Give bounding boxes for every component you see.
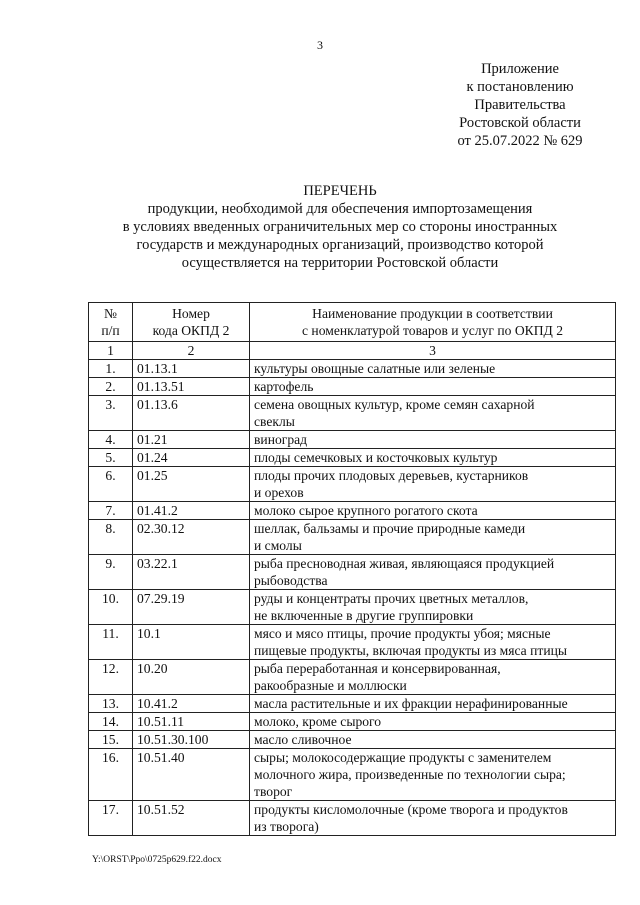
product-name-line: плоды прочих плодовых деревьев, кустарников	[254, 468, 529, 483]
product-name-line: руды и концентраты прочих цветных металлов,	[254, 591, 529, 606]
product-name-line: рыба пресноводная живая, являющаяся продукцией	[254, 556, 555, 571]
okpd-code: 01.25	[133, 467, 250, 502]
product-name	[250, 431, 616, 449]
table-row	[89, 360, 616, 378]
table-row	[89, 449, 616, 467]
appendix-line: Приложение	[481, 61, 559, 77]
product-name-line: масла растительные и их фракции нерафинированные	[254, 696, 568, 711]
header-text: Номер	[172, 306, 210, 321]
appendix-line: от 25.07.2022 № 629	[457, 133, 583, 149]
okpd-code: 01.13.1	[133, 360, 250, 378]
product-name	[250, 713, 616, 731]
product-name-line: молочного жира, произведенные по технологии сыра;	[254, 767, 566, 782]
header-text: с номенклатурой товаров и услуг по ОКПД 2	[302, 323, 563, 338]
okpd-code: 10.51.30.100	[133, 731, 250, 749]
appendix-line: к постановлению	[466, 79, 574, 95]
product-name	[250, 555, 616, 590]
header-text: №	[104, 306, 117, 321]
column-index: 1	[89, 342, 133, 360]
okpd-code: 01.21	[133, 431, 250, 449]
row-number: 9.	[89, 555, 133, 590]
product-name	[250, 731, 616, 749]
product-name-line: шеллак, бальзамы и прочие природные камеди	[254, 521, 526, 536]
row-number: 4.	[89, 431, 133, 449]
product-name	[250, 590, 616, 625]
row-number: 17.	[89, 801, 133, 836]
column-index: 3	[250, 342, 616, 360]
column-index-row	[89, 342, 616, 360]
row-number: 12.	[89, 660, 133, 695]
okpd-code: 01.24	[133, 449, 250, 467]
product-name-line: картофель	[254, 379, 314, 394]
product-name-line: плоды семечковых и косточковых культур	[254, 450, 498, 465]
row-number: 8.	[89, 520, 133, 555]
row-number: 7.	[89, 502, 133, 520]
table-header-row	[89, 303, 616, 342]
row-number: 14.	[89, 713, 133, 731]
header-code	[133, 303, 250, 342]
header-text: п/п	[101, 323, 120, 338]
product-name	[250, 449, 616, 467]
row-number: 1.	[89, 360, 133, 378]
products-table	[88, 302, 616, 836]
row-number: 5.	[89, 449, 133, 467]
row-number: 3.	[89, 396, 133, 431]
heading-line: продукции, необходимой для обеспечения импортозамещения	[147, 201, 533, 217]
okpd-code: 03.22.1	[133, 555, 250, 590]
table-row	[89, 731, 616, 749]
product-name-line: не включенные в другие группировки	[254, 608, 474, 623]
header-name	[250, 303, 616, 342]
row-number: 13.	[89, 695, 133, 713]
column-index: 2	[133, 342, 250, 360]
product-name	[250, 801, 616, 836]
table-row	[89, 801, 616, 836]
okpd-code: 10.51.11	[133, 713, 250, 731]
product-name-line: рыба переработанная и консервированная,	[254, 661, 501, 676]
table-row	[89, 625, 616, 660]
product-name-line: пищевые продукты, включая продукты из мяса птицы	[254, 643, 568, 658]
table-row	[89, 660, 616, 695]
table-row	[89, 695, 616, 713]
product-name-line: ракообразные и моллюски	[254, 678, 407, 693]
header-text: кода ОКПД 2	[152, 323, 230, 338]
okpd-code: 10.51.52	[133, 801, 250, 836]
row-number: 15.	[89, 731, 133, 749]
appendix-line: Правительства	[474, 97, 566, 113]
product-name-line: рыбоводства	[254, 573, 328, 588]
table-row	[89, 502, 616, 520]
product-name-line: молоко, кроме сырого	[254, 714, 382, 729]
product-name-line: культуры овощные салатные или зеленые	[254, 361, 496, 376]
okpd-code: 10.1	[133, 625, 250, 660]
document-heading	[40, 182, 640, 272]
file-path-footer: Y:\ORST\Ppo\0725p629.f22.docx	[92, 855, 222, 865]
table-row	[89, 467, 616, 502]
row-number: 6.	[89, 467, 133, 502]
heading-line: государств и международных организаций, производство которой	[136, 237, 544, 253]
product-name-line: продукты кисломолочные (кроме творога и продуктов	[254, 802, 568, 817]
okpd-code: 10.41.2	[133, 695, 250, 713]
table-row	[89, 396, 616, 431]
table-row	[89, 520, 616, 555]
product-name-line: сыры; молокосодержащие продукты с заменителем	[254, 750, 552, 765]
table-row	[89, 749, 616, 801]
header-text: Наименование продукции в соответствии	[312, 306, 553, 321]
okpd-code: 01.41.2	[133, 502, 250, 520]
product-name-line: из творога)	[254, 819, 319, 834]
page-number: 3	[317, 38, 323, 52]
product-name-line: молоко сырое крупного рогатого скота	[254, 503, 478, 518]
heading-line: осуществляется на территории Ростовской области	[181, 255, 499, 271]
product-name-line: семена овощных культур, кроме семян сахарной	[254, 397, 535, 412]
product-name	[250, 378, 616, 396]
heading-line: в условиях введенных ограничительных мер со стороны иностранных	[122, 219, 558, 235]
product-name	[250, 749, 616, 801]
product-name-line: свеклы	[254, 414, 295, 429]
product-name	[250, 695, 616, 713]
product-name	[250, 396, 616, 431]
header-number	[89, 303, 133, 342]
okpd-code: 10.20	[133, 660, 250, 695]
okpd-code: 10.51.40	[133, 749, 250, 801]
okpd-code: 01.13.51	[133, 378, 250, 396]
row-number: 11.	[89, 625, 133, 660]
product-name	[250, 502, 616, 520]
okpd-code: 01.13.6	[133, 396, 250, 431]
product-name-line: мясо и мясо птицы, прочие продукты убоя; мясные	[254, 626, 551, 641]
product-name	[250, 660, 616, 695]
table-row	[89, 431, 616, 449]
product-name	[250, 625, 616, 660]
table-row	[89, 713, 616, 731]
row-number: 16.	[89, 749, 133, 801]
product-name-line: виноград	[254, 432, 308, 447]
product-name-line: и орехов	[254, 485, 304, 500]
table-row	[89, 378, 616, 396]
table-row	[89, 555, 616, 590]
product-name-line: творог	[254, 784, 293, 799]
product-name-line: масло сливочное	[254, 732, 352, 747]
row-number: 10.	[89, 590, 133, 625]
product-name	[250, 520, 616, 555]
product-name	[250, 360, 616, 378]
row-number: 2.	[89, 378, 133, 396]
product-name-line: и смолы	[254, 538, 302, 553]
appendix-line: Ростовской области	[459, 115, 581, 131]
okpd-code: 07.29.19	[133, 590, 250, 625]
appendix-block	[440, 60, 600, 150]
okpd-code: 02.30.12	[133, 520, 250, 555]
heading-title: ПЕРЕЧЕНЬ	[303, 183, 377, 199]
product-name	[250, 467, 616, 502]
table-row	[89, 590, 616, 625]
